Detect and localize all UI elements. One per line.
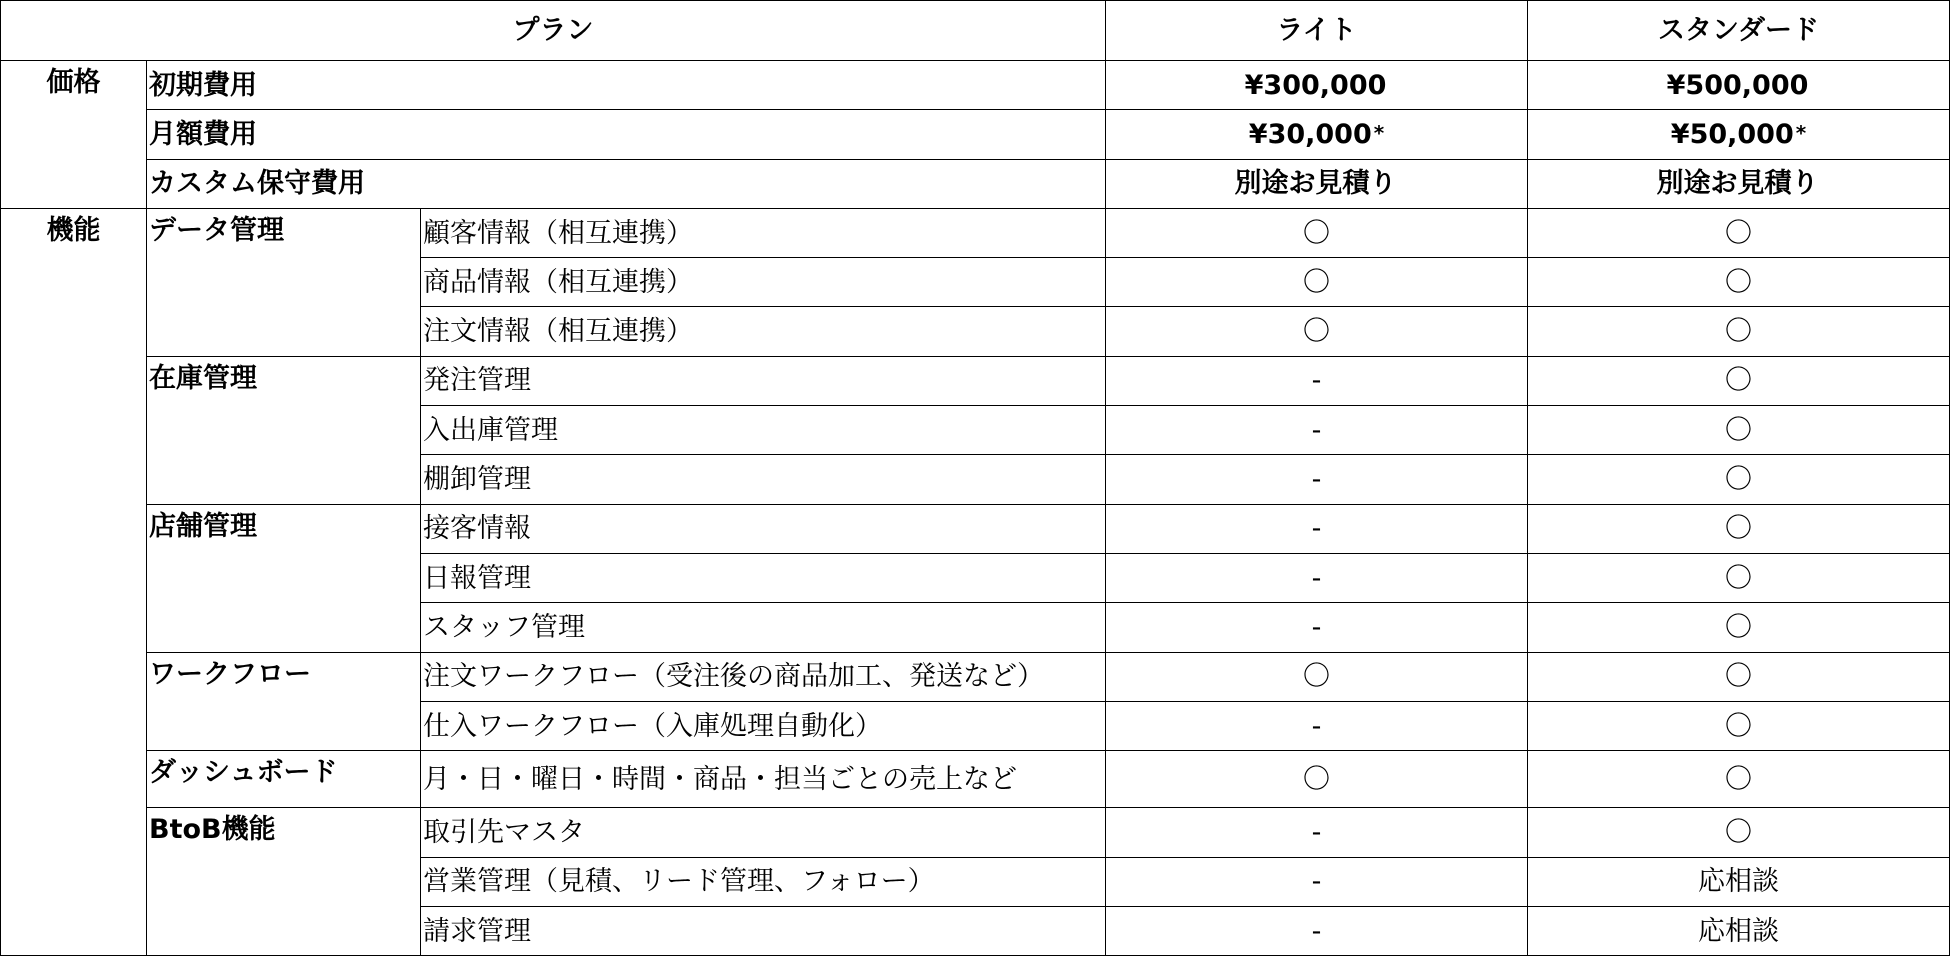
lite-availability: - [1106, 455, 1528, 504]
feature-group-label: BtoB機能 [147, 808, 421, 956]
lite-availability: - [1106, 356, 1528, 405]
feature-section-label: 機能 [1, 208, 147, 955]
feature-name: 注文ワークフロー（受注後の商品加工、発送など） [421, 652, 1106, 701]
feature-row [1, 208, 1950, 257]
feature-name: 仕入ワークフロー（入庫処理自動化） [421, 701, 1106, 750]
feature-name: 入出庫管理 [421, 406, 1106, 455]
feature-name: 注文情報（相互連携） [421, 307, 1106, 356]
standard-availability: 〇 [1528, 553, 1950, 602]
lite-availability: 〇 [1106, 208, 1528, 257]
price-item-label: 初期費用 [147, 61, 1106, 110]
lite-price-value: 別途お見積り [1234, 168, 1397, 200]
feature-row [1, 751, 1950, 808]
lite-price-value: ¥30,000 [1248, 118, 1372, 150]
price-section-label: 価格 [1, 61, 147, 209]
price-row [1, 110, 1950, 159]
price-item-label: カスタム保守費用 [147, 159, 1106, 208]
feature-name: 商品情報（相互連携） [421, 258, 1106, 307]
price-row [1, 61, 1950, 110]
lite-price-cell [1106, 110, 1528, 159]
feature-name: 発注管理 [421, 356, 1106, 405]
lite-price-note-mark: * [1373, 120, 1385, 145]
feature-row [1, 808, 1950, 857]
standard-availability: 〇 [1528, 504, 1950, 553]
price-item-label: 月額費用 [147, 110, 1106, 159]
lite-availability: - [1106, 808, 1528, 857]
standard-availability: 〇 [1528, 356, 1950, 405]
standard-availability: 〇 [1528, 808, 1950, 857]
standard-price-value: 別途お見積り [1656, 168, 1819, 200]
feature-group-label: 在庫管理 [147, 356, 421, 504]
feature-name: 棚卸管理 [421, 455, 1106, 504]
standard-price-cell [1528, 159, 1950, 208]
standard-plan-header: スタンダード [1528, 1, 1950, 61]
feature-name: 顧客情報（相互連携） [421, 208, 1106, 257]
standard-availability: 〇 [1528, 603, 1950, 652]
standard-price-note-mark: * [1795, 120, 1807, 145]
lite-availability: - [1106, 857, 1528, 906]
feature-row [1, 504, 1950, 553]
lite-availability: - [1106, 504, 1528, 553]
standard-availability: 〇 [1528, 406, 1950, 455]
feature-group-label: ダッシュボード [147, 751, 421, 808]
feature-name: 営業管理（見積、リード管理、フォロー） [421, 857, 1106, 906]
feature-row [1, 652, 1950, 701]
feature-group-label: 店舗管理 [147, 504, 421, 652]
lite-availability: 〇 [1106, 751, 1528, 808]
price-row [1, 159, 1950, 208]
feature-group-label: データ管理 [147, 208, 421, 356]
feature-row [1, 356, 1950, 405]
feature-name: 請求管理 [421, 907, 1106, 956]
lite-price-cell [1106, 61, 1528, 110]
standard-availability: 〇 [1528, 258, 1950, 307]
lite-availability: - [1106, 603, 1528, 652]
lite-availability: - [1106, 907, 1528, 956]
feature-name: 接客情報 [421, 504, 1106, 553]
lite-plan-header: ライト [1106, 1, 1528, 61]
standard-availability: 応相談 [1528, 857, 1950, 906]
feature-name: 月・日・曜日・時間・商品・担当ごとの売上など [421, 751, 1106, 808]
standard-price-cell [1528, 110, 1950, 159]
header-row [1, 1, 1950, 61]
standard-availability: 〇 [1528, 455, 1950, 504]
standard-price-cell [1528, 61, 1950, 110]
feature-name: 日報管理 [421, 553, 1106, 602]
standard-availability: 〇 [1528, 208, 1950, 257]
lite-availability: 〇 [1106, 258, 1528, 307]
feature-name: 取引先マスタ [421, 808, 1106, 857]
lite-availability: - [1106, 553, 1528, 602]
standard-availability: 〇 [1528, 751, 1950, 808]
standard-availability: 〇 [1528, 652, 1950, 701]
lite-price-cell [1106, 159, 1528, 208]
standard-price-value: ¥500,000 [1666, 69, 1809, 101]
standard-price-value: ¥50,000 [1670, 118, 1794, 150]
feature-group-label: ワークフロー [147, 652, 421, 751]
lite-availability: - [1106, 406, 1528, 455]
plan-header: プラン [1, 1, 1106, 61]
lite-availability: - [1106, 701, 1528, 750]
standard-availability: 〇 [1528, 701, 1950, 750]
standard-availability: 応相談 [1528, 907, 1950, 956]
lite-price-value: ¥300,000 [1244, 69, 1387, 101]
lite-availability: 〇 [1106, 307, 1528, 356]
feature-name: スタッフ管理 [421, 603, 1106, 652]
standard-availability: 〇 [1528, 307, 1950, 356]
lite-availability: 〇 [1106, 652, 1528, 701]
